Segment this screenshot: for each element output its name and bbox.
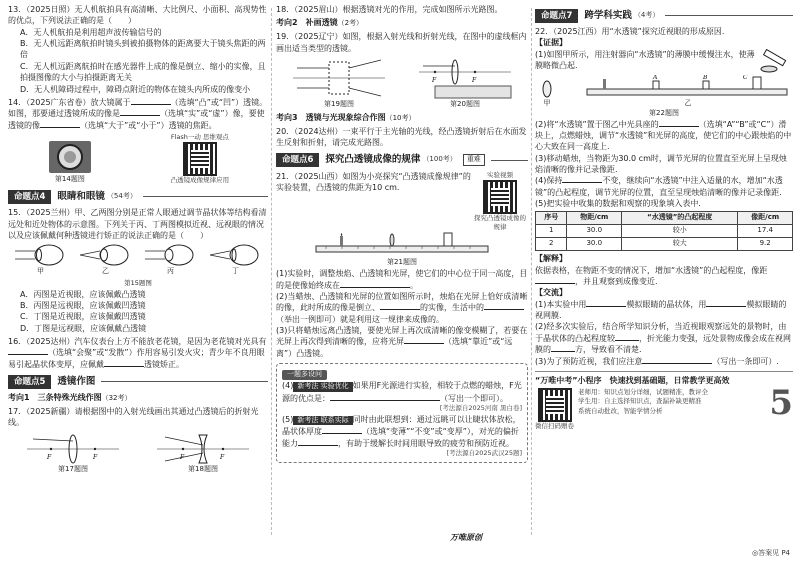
promo-line: 老师用：知识点划分详细，试题精准，教评全	[578, 388, 708, 397]
promo-banner	[535, 371, 793, 432]
q22-p2	[535, 119, 793, 153]
answer-blank[interactable]	[562, 175, 602, 183]
fig-17-caption: 第17题图	[58, 464, 88, 473]
fig-18	[153, 431, 253, 475]
answer-blank[interactable]	[551, 344, 575, 352]
q21-p2c-text: （举出一例即可）就是利用这一规律来成像的。	[276, 314, 444, 324]
q17-q18-figures	[8, 431, 268, 475]
explain-text	[535, 265, 793, 288]
c2a: (2)经多次实验后，结合所学知识分析，当近视眼观察远处的景物时，由于晶状体的凸起程度较	[535, 322, 787, 343]
subsection-3	[276, 112, 528, 124]
qr-caption: 凸透镜成像规律应用	[170, 176, 230, 185]
promo-slogan: 快速找到基础题，日常教学更高效	[609, 375, 730, 385]
source-note: [考法源自2025河南 黑白卷]	[439, 404, 522, 413]
question-19	[276, 31, 528, 110]
fig-label: 甲	[37, 267, 44, 276]
p5-text: 同时由此联想到：通过远眺可以让睫状体放松，晶状体厚度	[282, 414, 521, 437]
question-18: 18．（2025眉山）根据透镜对光的作用，完成如图所示光路图。	[276, 5, 503, 14]
table-cell: 9.2	[738, 238, 793, 251]
answer-blank[interactable]	[586, 299, 626, 307]
subsection-title: 考向2 补画透镜	[276, 18, 338, 28]
option-c: C．无人机远距离航拍时在感光器件上成的像是倒立、缩小的实像，且拍摄图像的大小与拍摄距离无关	[20, 61, 266, 83]
q22-p5: (5)把实验中收集的数据和观察的现象填入表中.	[535, 199, 701, 209]
answer-blank[interactable]	[484, 302, 524, 310]
fig-22	[535, 75, 793, 119]
section-tag: 命题点4	[8, 190, 51, 204]
promo-line: 系统自动批改，智能学情分析	[578, 406, 663, 415]
eye-figure-ding	[210, 243, 262, 277]
question-15	[8, 207, 268, 334]
column-divider	[531, 8, 532, 535]
question-15-text: 15．（2025兰州）甲、乙两图分别是正常人眼通过调节晶状体等结构看清远处和近处物体的示意图。下列关于丙、丁两图模拟近视、远视眼的情况以及应该佩戴何种透镜进行矫正的说法正确的是（ ）	[8, 208, 267, 241]
subsection-title: 考向1 三条特殊光线作图	[8, 393, 102, 403]
box-tag: 一题多设问	[282, 370, 327, 380]
c1b: 模拟眼睛的晶状体，用	[626, 299, 707, 309]
p4-end: （写出一个即可）。	[440, 393, 508, 403]
question-14	[8, 97, 268, 186]
p5-number: (5)	[282, 414, 294, 424]
column-header: 像距/cm	[738, 212, 793, 225]
answer-blank[interactable]	[322, 426, 362, 434]
column-middle	[276, 4, 528, 467]
lens-water-diagram	[415, 56, 515, 100]
option-a: A．丙图是近视眼，应该佩戴凸透镜	[20, 289, 146, 299]
q19-q20-figures	[276, 56, 528, 110]
section-count: （100考）	[422, 155, 457, 164]
answer-blank[interactable]	[380, 302, 420, 310]
fig-18-caption: 第18题图	[188, 464, 218, 473]
fig-17	[23, 431, 123, 475]
q22-p2b: （选填“A”“B”或“C”）滑块上，点燃蜡烛，调节“水透镜”和光屏的高度，使它们的中心跟烛焰的中心大致在同一高度上.	[535, 119, 792, 152]
answer-blank[interactable]	[615, 333, 639, 341]
section-count: （54考）	[106, 191, 137, 200]
subsection-count: （10考）	[385, 113, 416, 122]
qr-heading: Flash一动 思维观点	[170, 132, 229, 141]
question-22	[535, 26, 793, 367]
comm-1	[535, 299, 793, 322]
option-c: C．丁图是近视眼，应该佩戴凹透镜	[20, 312, 146, 322]
fig-22-row	[535, 75, 793, 109]
option-d: D．无人机障碍过程中，障碍点附近的物体在镜头内所成的像变小	[20, 84, 251, 94]
syringe-icon	[757, 49, 793, 75]
column-header: “水透镜”的凸起程度	[622, 212, 738, 225]
q14-text-d: （选填“大于”或“小于”）透镜的焦距。	[80, 120, 217, 130]
q14-fig-caption: 第14题图	[54, 175, 85, 184]
q22-p1: (1)如图甲所示，用注射器向“水透镜”的薄膜中缓慢注水，使薄膜略微凸起.	[535, 49, 755, 71]
communication-heading: 【交流】	[535, 288, 567, 298]
fig-20	[415, 56, 515, 110]
svg-text:C: C	[743, 74, 748, 81]
eye-figure-yi	[80, 243, 132, 277]
question-21	[276, 171, 528, 359]
eye-diagram-icon	[15, 243, 67, 267]
svg-text:F: F	[93, 453, 98, 461]
eye-figure-bing	[145, 243, 197, 277]
qr-code-icon[interactable]	[183, 142, 217, 176]
answer-blank[interactable]	[706, 299, 746, 307]
column-divider	[271, 8, 272, 535]
table-cell: 17.4	[738, 225, 793, 238]
fig-22-jia	[535, 79, 559, 109]
section-title: 眼睛和眼镜	[57, 191, 105, 203]
column-left	[8, 4, 268, 477]
page-number: ◎答案见 P4	[751, 549, 790, 558]
answer-blank[interactable]	[120, 108, 160, 116]
table-header-row	[536, 212, 793, 225]
new-method-badge: 新考法 联系实际	[293, 416, 352, 426]
svg-text:F: F	[180, 453, 185, 461]
optical-bench-diagram	[312, 232, 492, 258]
question-21-text: 21．（2025山西）如图为小亮探究“凸透镜成像规律”的实验装置，凸透镜的焦距为10 cm.	[276, 171, 471, 192]
c3a: (3)为了预防近视，我们应注意	[535, 356, 643, 366]
option-b: B．丙图是远视眼，应该佩戴凹透镜	[20, 300, 146, 310]
q21-qr-block	[472, 171, 528, 233]
magnifier-illustration	[47, 139, 93, 175]
data-table	[535, 211, 793, 251]
column-right	[535, 4, 793, 431]
q21-part-5	[282, 414, 522, 450]
q21-part-2	[276, 291, 528, 325]
promo-text	[535, 375, 769, 432]
q14-qr-block	[171, 133, 230, 185]
fig-20-caption: 第20题图	[450, 100, 480, 109]
column-header: 序号	[536, 212, 567, 225]
fig-22-yi	[583, 75, 793, 109]
eye-diagram-icon	[80, 243, 132, 267]
fig-label: 乙	[102, 267, 109, 276]
q14-text-a: 14．（2025广东省卷）放大镜属于	[8, 97, 131, 107]
table-cell: 30.0	[567, 238, 622, 251]
eye-figure-jia	[15, 243, 67, 277]
fig-21	[276, 232, 528, 268]
qr-code-icon[interactable]	[538, 388, 572, 422]
promo-qr-block	[535, 388, 574, 431]
fig-21-caption: 第21题图	[387, 258, 417, 267]
question-17-text: 17．（2025新疆）请根据图中的入射光线画出其通过凸透镜后的折射光线。	[8, 407, 259, 428]
eye-diagram-icon	[145, 243, 197, 267]
svg-text:F: F	[432, 77, 437, 85]
q22-p4	[535, 175, 793, 198]
answer-blank[interactable]	[40, 120, 80, 128]
question-13	[8, 4, 268, 95]
section-tag: 命题点6	[276, 153, 319, 167]
table-row	[536, 238, 793, 251]
q21-header-row	[276, 171, 528, 233]
section-count: （4考）	[633, 10, 660, 19]
section-6-header	[276, 153, 528, 168]
fig-19-caption: 第19题图	[324, 100, 354, 109]
p4-number: (4)	[282, 381, 294, 391]
divider	[665, 15, 793, 16]
answer-blank[interactable]	[659, 119, 699, 127]
answer-blank[interactable]	[104, 359, 144, 367]
subsection-count: （32考）	[101, 394, 132, 403]
q21-p2a-text: (2)当蜡烛、凸透镜和光屏的位置如图所示时，烛焰在光屏上恰好成清晰的像，此时所成的像是倒立、	[276, 291, 528, 313]
question-20: 20．（2024达州）一束平行于主光轴的光线，经凸透镜折射后在水面发生反射和折射，请完成光路图。	[276, 126, 527, 148]
lens-box-diagram	[289, 56, 389, 100]
q21-p2b-text: 的实像，生活中的	[420, 303, 484, 313]
q21-p3a-text: (3)只将蜡烛远离凸透镜，要使光屏上再次成清晰的像变模糊了，若要在光屏上再次得到清晰的像，应将光屏	[276, 326, 528, 347]
q22-p1-row	[535, 49, 793, 75]
table-cell: 较大	[622, 238, 738, 251]
promo-header	[535, 375, 769, 386]
question-13-text: 13．（2025日照）无人机航拍具有高清晰、大比例尺、小面积、高现势性的优点，下列说法正确的是（ ）	[8, 5, 267, 26]
section-tag: 命题点7	[535, 9, 578, 23]
new-method-badge: 新考法 实验优化	[293, 382, 352, 392]
p4-text: 如果用F光源进行实验，相较于点燃的蜡烛，F光源的优点是：	[282, 381, 522, 403]
question-16	[8, 336, 268, 370]
section-7-header	[535, 8, 793, 23]
qr-caption: 探究凸透镜成像的规律	[474, 213, 526, 232]
explain-b: ，并且观察到成像变近.	[575, 277, 658, 286]
multi-question-box	[276, 363, 528, 463]
q14-text-c: （选填“实”或“虚”）像，要使透镜的像	[8, 109, 265, 130]
brand-logo: 万唯原创	[450, 532, 482, 542]
c1a: (1)本实验中用	[535, 299, 587, 309]
answer-blank[interactable]	[8, 347, 48, 355]
option-d: D．丁图是远视眼，应该佩戴凸透镜	[20, 323, 147, 333]
section-title: 跨学科实践	[584, 9, 632, 21]
explain-heading: 【解释】	[535, 254, 567, 264]
c1c: 模拟眼睛的视网膜.	[535, 299, 787, 321]
difficulty-badge: 重难	[463, 154, 485, 166]
qr-code-icon[interactable]	[483, 180, 517, 214]
option-a: A．无人机航拍是利用超声波传输信号的	[20, 27, 162, 37]
q16-text-a: 16．（2025达州）汽车仪表台上方不能放老花镜，是因为老花镜对光具有	[8, 337, 267, 347]
section-title: 探究凸透镜成像的规律	[325, 154, 421, 166]
question-19-text: 19．（2025辽宁）如图，根据入射光线和折射光线，在图中的虚线框内画出适当类型的透镜。	[276, 32, 527, 53]
eye-diagram-icon	[210, 243, 262, 267]
comm-3	[535, 356, 793, 367]
svg-text:F: F	[472, 77, 477, 85]
table-cell: 2	[536, 238, 567, 251]
svg-text:F: F	[47, 453, 52, 461]
promo-body	[535, 388, 769, 431]
answer-blank[interactable]	[131, 97, 171, 105]
water-lens-icon	[535, 79, 559, 99]
q22-p3: (3)移动蜡烛，当物距为30.0 cm时，调节光屏的位置直至光屏上呈现烛焰清晰的像并记录像距.	[535, 153, 787, 175]
concave-lens-diagram	[153, 431, 253, 465]
source-note: [考法源自2025武汉25题]	[446, 449, 522, 458]
fig-label: 甲	[543, 98, 551, 107]
answer-blank[interactable]	[642, 356, 712, 364]
c2c: 方，导致看不清楚.	[575, 345, 642, 355]
section-4-header	[8, 189, 268, 204]
table-cell: 30.0	[567, 225, 622, 238]
comm-2	[535, 321, 793, 355]
q16-text-b: （选填“会聚”或“发散”）作用容易引发火灾；青少年不良用眼易引起晶状体变厚，应佩戴	[8, 348, 265, 369]
fig-19	[289, 56, 389, 110]
fig-label: 丙	[167, 267, 174, 276]
q21-part-1	[276, 268, 528, 291]
q14-figures	[8, 133, 268, 185]
fig-22-caption: 第22题图	[649, 108, 679, 117]
svg-text:B: B	[703, 74, 708, 81]
q14-text-b: （选填“凸”或“凹”）透镜。如图，那要通过透镜所成的像是	[8, 97, 268, 119]
answer-blank[interactable]	[298, 438, 338, 446]
divider	[101, 381, 268, 382]
section-tag: 命题点5	[8, 375, 51, 389]
svg-text:F: F	[220, 453, 225, 461]
subsection-2	[276, 17, 528, 29]
promo-title: “万唯中考”小程序	[535, 375, 602, 385]
svg-text:A: A	[653, 74, 658, 81]
option-b: B．无人机远距离航拍时镜头到被拍摄物体的距离要大于镜头焦距的两倍	[20, 39, 266, 60]
convex-lens-diagram	[23, 431, 123, 465]
evidence-heading: 【证据】	[535, 38, 567, 48]
q21-p1-end: 。	[410, 280, 418, 290]
answer-blank[interactable]	[535, 276, 575, 284]
answer-blank[interactable]	[340, 280, 410, 288]
qr-caption: 微信扫码赠卷	[535, 422, 574, 431]
subsection-1	[8, 392, 268, 404]
answer-blank[interactable]	[404, 336, 444, 344]
p5-text-3: ，有助于缓解长时间用眼导致的疲劳和预防近视。	[338, 438, 514, 448]
answer-blank[interactable]	[330, 393, 440, 401]
column-header: 物距/cm	[567, 212, 622, 225]
q21-p1-text: (1)实验时，调整烛焰、凸透镜和光屏，使它们的中心位于同一高度，目的是使像始终成在	[276, 269, 528, 290]
divider	[491, 160, 528, 161]
optical-bench-diagram	[583, 75, 793, 99]
q22-p4b: 不变，继续向“水透镜”中注入适量的水，增加“水透镜”的凸起程度，调节光屏的位置，直至呈现烛焰清晰的像并记录像距.	[535, 176, 783, 197]
eye-figures	[8, 243, 268, 277]
q16-text-c: 透镜矫正。	[144, 359, 184, 369]
p5-text-2: （选填“变薄”“不变”或“变厚”），对光的偏折能力	[282, 427, 519, 448]
q14-figure	[47, 139, 93, 185]
q22-p2a: (2)将“水透镜”置于图乙中光具座的	[535, 119, 659, 129]
c3b: （写出一条即可）.	[712, 356, 779, 366]
table-cell: 1	[536, 225, 567, 238]
q22-p4a: (4)保持	[535, 176, 563, 186]
subsection-title: 考向3 透镜与光现象综合作图	[276, 112, 386, 122]
unit-number: 5	[769, 383, 793, 424]
qr-heading: 实验视频	[487, 170, 513, 179]
promo-line: 学生用：自主选择知识点，查漏补缺更精准	[578, 397, 702, 406]
c2b: ，折光能力变强，远处景物成像会成在视网膜的	[535, 333, 791, 355]
fig-label: 乙	[684, 98, 692, 107]
question-17	[8, 406, 268, 475]
q15-fig-caption: 第15题图	[124, 279, 152, 288]
explain-a: 依据表格，在物距不变的情况下，增加“水透镜”的凸起程度，像距	[535, 265, 768, 275]
q21-p3b-text: （选填“靠近”或“远离”）凸透镜。	[276, 337, 513, 358]
table-cell: 较小	[622, 225, 738, 238]
question-22-text: 22．（2025江西）用“水透镜”探究近视眼的形成原因.	[535, 27, 725, 36]
subsection-count: （2考）	[337, 19, 364, 28]
q21-part-4	[282, 380, 522, 404]
promo-lines	[578, 388, 769, 431]
table-row	[536, 225, 793, 238]
divider	[143, 196, 268, 197]
fig-label: 丁	[232, 267, 239, 276]
q21-part-3	[276, 325, 528, 359]
section-title: 透镜作图	[57, 375, 96, 387]
section-5-header	[8, 374, 268, 389]
